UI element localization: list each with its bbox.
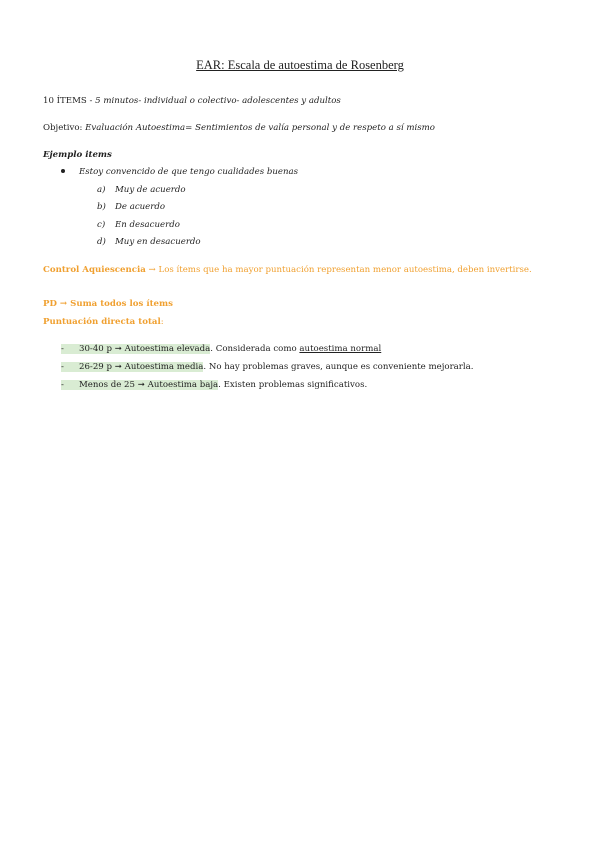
option-text: Muy de acuerdo	[115, 185, 186, 195]
control-label: Control Aquiescencia	[43, 265, 146, 275]
option-letter: d)	[97, 237, 106, 247]
score-level: Autoestima elevada	[121, 344, 211, 354]
info-line	[43, 96, 341, 106]
direct-score-label: Puntuación directa total	[43, 317, 161, 327]
option-item	[97, 220, 180, 230]
arrow-icon: ➞	[114, 362, 122, 372]
objective-text: Evaluación Autoestima= Sentimientos de valía personal y de respeto a sí mismo	[85, 123, 435, 133]
example-heading: Ejemplo items	[43, 150, 112, 160]
info-details: 5 minutos- individual o colectivo- adolescentes y adultos	[95, 96, 341, 106]
dash-mark: -	[61, 380, 64, 390]
score-level: Autoestima baja	[144, 380, 219, 390]
option-item	[97, 202, 165, 212]
option-text: De acuerdo	[115, 202, 166, 212]
score-description: . No hay problemas graves, aunque es conveniente mejorarla.	[203, 362, 474, 372]
objective-line	[43, 123, 435, 133]
score-row	[61, 380, 367, 390]
pd-text: Suma todos los ítems	[70, 299, 173, 309]
option-item	[97, 185, 186, 195]
pd-line	[43, 299, 173, 309]
pd-label: PD	[43, 299, 57, 309]
score-description-underlined: autoestima normal	[299, 344, 382, 354]
control-arrow: →	[145, 265, 159, 275]
objective-label: Objetivo:	[43, 123, 86, 133]
direct-score-line	[43, 317, 164, 327]
option-letter: a)	[97, 185, 106, 195]
pd-arrow: →	[56, 299, 71, 309]
score-level: Autoestima media	[121, 362, 204, 372]
control-line	[43, 265, 532, 275]
score-description: . Considerada como	[210, 344, 300, 354]
score-row	[61, 344, 381, 354]
example-item	[61, 167, 298, 177]
example-item-text: Estoy convencido de que tengo cualidades buenas	[79, 167, 299, 177]
dash-mark: -	[61, 362, 64, 372]
info-items-count: 10 ÍTEMS -	[43, 96, 96, 106]
page-title: EAR: Escala de autoestima de Rosenberg	[196, 58, 404, 72]
score-range: 26-29 p	[79, 362, 115, 372]
score-range: 30-40 p	[79, 344, 115, 354]
option-item	[97, 237, 201, 247]
control-text: Los ítems que ha mayor puntuación representan menor autoestima, deben invertirse.	[158, 265, 532, 275]
arrow-icon: ➞	[137, 380, 145, 390]
score-description: . Existen problemas significativos.	[218, 380, 368, 390]
bullet-icon	[61, 169, 65, 173]
score-row	[61, 362, 474, 372]
option-letter: b)	[97, 202, 106, 212]
arrow-icon: ➞	[114, 344, 122, 354]
dash-mark: -	[61, 344, 64, 354]
option-text: Muy en desacuerdo	[115, 237, 201, 247]
option-text: En desacuerdo	[115, 220, 180, 230]
option-letter: c)	[97, 220, 106, 230]
score-range: Menos de 25	[79, 380, 138, 390]
direct-score-colon: :	[160, 317, 164, 327]
